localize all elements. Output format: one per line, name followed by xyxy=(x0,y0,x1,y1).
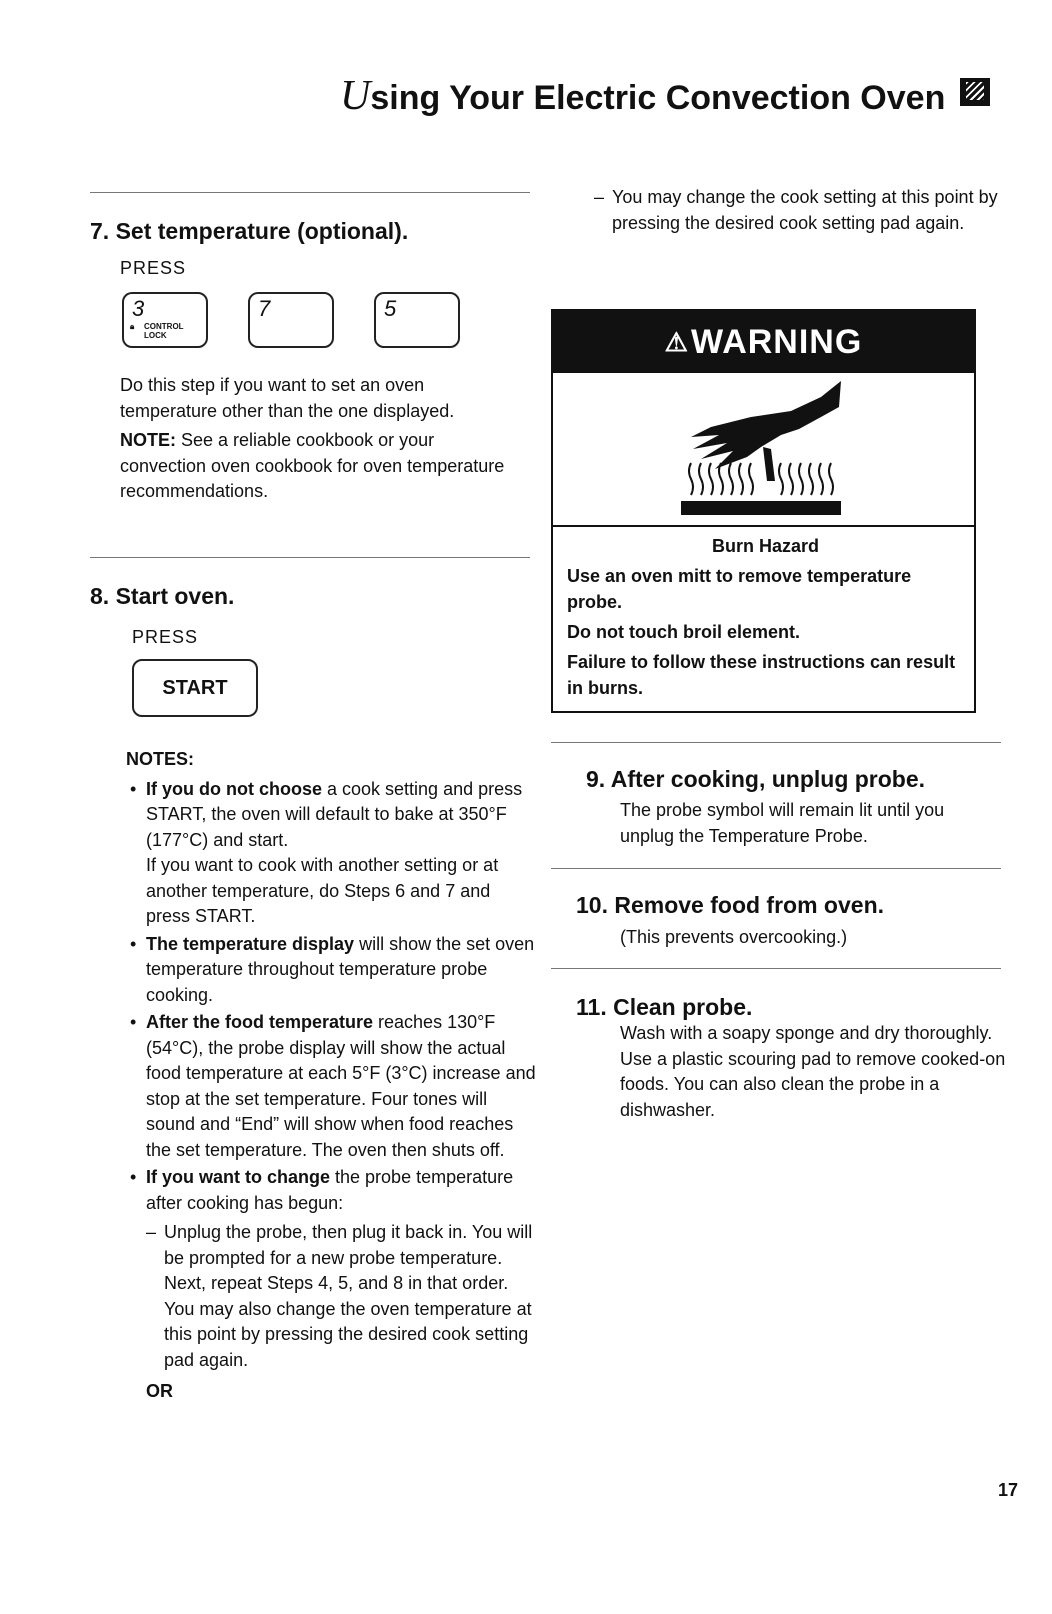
step-7-body: Do this step if you want to set an oven temperature other than the one displayed. NOTE: See a reliable cookbook or your convection oven cookbook for oven temperature recommendations. xyxy=(120,373,520,505)
divider xyxy=(553,525,974,527)
section-tab-icon xyxy=(960,78,990,106)
divider xyxy=(90,557,530,558)
step-8-heading: 8. Start oven. xyxy=(90,583,235,609)
page-title: Using Your Electric Convection Oven xyxy=(340,73,946,119)
step-10-heading: 10. Remove food from oven. xyxy=(576,892,885,918)
step-11-heading: 11. Clean probe. xyxy=(576,994,753,1020)
warning-banner: ⚠︎ WARNING xyxy=(553,311,974,373)
step-7-note: NOTE: See a reliable cookbook or your convection oven cookbook for oven temperature recommendations. xyxy=(120,430,505,501)
step-8-notes xyxy=(126,747,536,1405)
warning-triangle-icon: ⚠︎ xyxy=(664,326,689,357)
hot-surface-hand-icon xyxy=(671,377,861,517)
press-label: PRESS xyxy=(120,258,187,278)
warning-text: Burn Hazard Use an oven mitt to remove temperature probe. Do not touch broil element. Failure to follow these instructions can result in burns. xyxy=(567,533,964,701)
sub-item: – Unplug the probe, then plug it back in. You will be prompted for a new probe temperature. Next, repeat Steps 4, 5, and 8 in that order. You may also change the oven temperature at this point by pressing the desired cook setting pad again. xyxy=(146,1220,536,1373)
notes-label: NOTES: xyxy=(126,749,195,769)
start-key: START xyxy=(132,659,258,717)
key-3-control-lock: 3 🔒︎ CONTROL LOCK xyxy=(122,292,208,348)
right-sub-item: – You may change the cook setting at this point by pressing the desired cook setting pad again. xyxy=(594,185,1012,236)
key-7: 7 xyxy=(248,292,334,348)
note-item: • The temperature display will show the set oven temperature throughout temperature probe cooking. xyxy=(126,932,536,1009)
key-5: 5 xyxy=(374,292,460,348)
divider xyxy=(90,192,530,193)
divider xyxy=(551,968,1001,969)
press-label: PRESS xyxy=(132,627,199,647)
or-label: OR xyxy=(146,1381,173,1401)
note-item: • If you do not choose a cook setting and press START, the oven will default to bake at 350°F (177°C) and start. If you want to cook with another setting or at another temperature, do Steps 6 and 7 and press START. xyxy=(126,777,536,930)
divider xyxy=(551,742,1001,743)
lock-icon: 🔒︎ xyxy=(130,322,135,331)
hazard-title: Burn Hazard xyxy=(711,536,819,556)
step-9-heading: 9. After cooking, unplug probe. xyxy=(586,766,926,792)
step-11-body: Wash with a soapy sponge and dry thoroughly. Use a plastic scouring pad to remove cooked-on foods. You can also clean the probe in a dishwasher. xyxy=(620,1023,1006,1120)
step-7-heading: 7. Set temperature (optional). xyxy=(90,218,409,244)
page-number: 17 xyxy=(997,1480,1018,1500)
divider xyxy=(551,868,1001,869)
warning-box xyxy=(551,309,976,713)
note-item: • After the food temperature reaches 130°F (54°C), the probe display will show the actual food temperature at each 5°F (3°C) increase and stop at the set temperature. Four tones will sound and “End” will show when food reaches the set temperature. The oven then shuts off. xyxy=(126,1010,536,1163)
note-item: • If you want to change the probe temperature after cooking has begun: – Unplug the probe, then plug it back in. You will be prompted for a new probe temperature. Next, repeat Steps 4, 5, and 8 in that order. You may also change the oven temperature at this point by pressing the desired cook setting pad again. xyxy=(126,1165,536,1373)
step-10-body: (This prevents overcooking.) xyxy=(620,927,848,947)
step-9-body: The probe symbol will remain lit until you unplug the Temperature Probe. xyxy=(620,800,945,846)
